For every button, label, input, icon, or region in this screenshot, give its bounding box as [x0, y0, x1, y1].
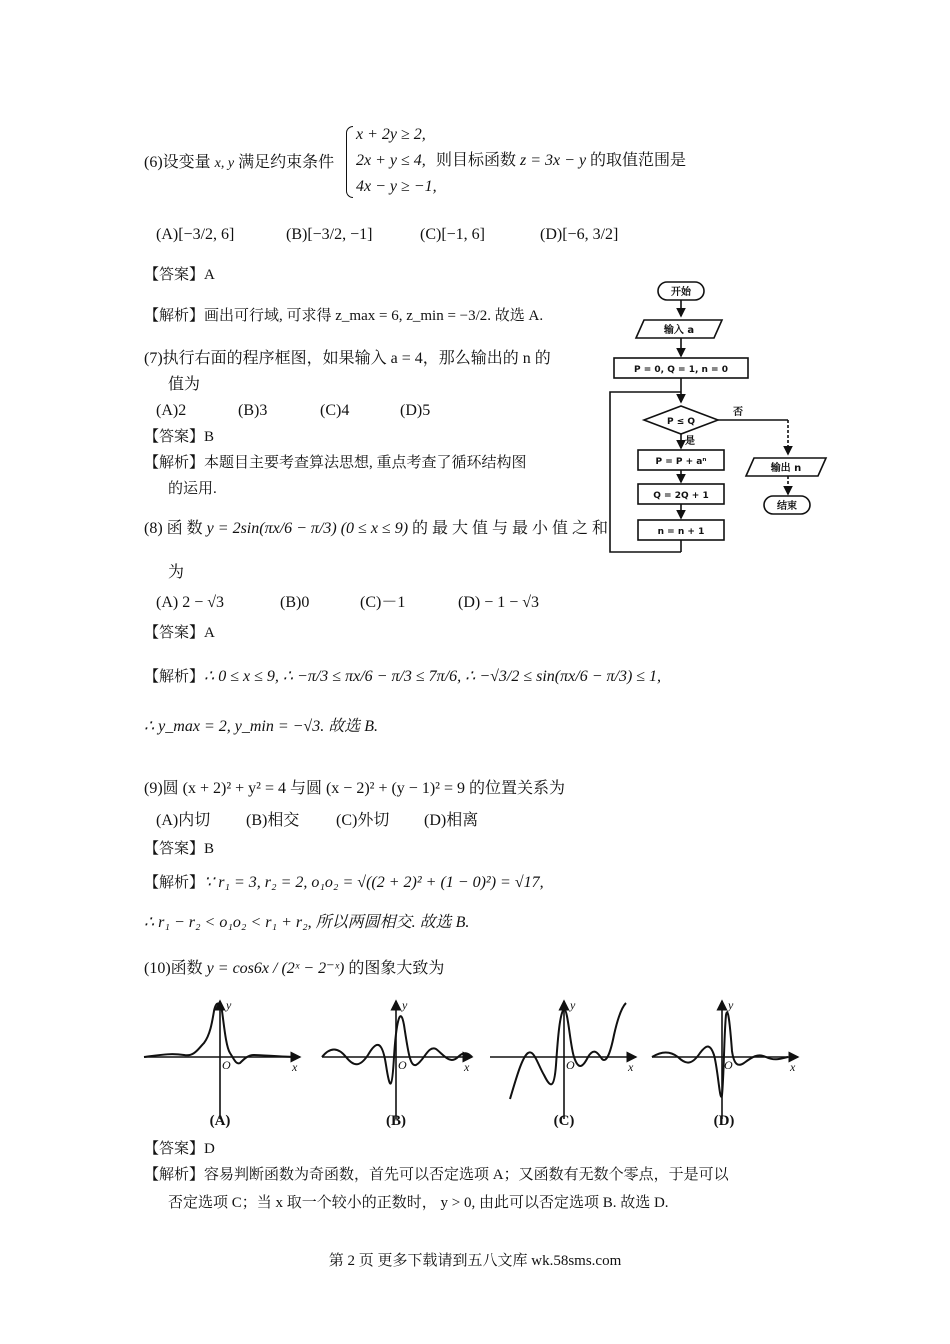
flow-end-label: 结束: [777, 501, 797, 512]
flow-cond-label: P ≤ Q: [666, 417, 696, 427]
graph-c-caption: (C): [553, 1113, 575, 1129]
q10-prefix: (10)函数: [144, 960, 203, 977]
graph-b-x-label: x: [464, 1060, 470, 1074]
q7-analysis-label: 【解析】: [144, 455, 205, 471]
graph-a-y-label: y: [226, 998, 232, 1012]
q9-analysis-text: ∵ r₁ = 3, r₂ = 2, o₁o₂ = √((2 + 2)² + (1 − 0)²) = √17,: [204, 874, 544, 891]
q10-suffix: 的图象大致为: [348, 960, 445, 977]
graph-a-origin: O: [222, 1058, 231, 1072]
q9-analysis-label: 【解析】: [144, 875, 205, 891]
q7-answer: 【答案】B: [144, 429, 215, 445]
flow-step1-label: P = P + aⁿ: [655, 457, 707, 467]
q10-func: y = cos6x / (2ˣ − 2⁻ˣ): [206, 960, 345, 977]
graph-d-caption: (D): [713, 1113, 735, 1129]
q9-analysis-1: [144, 872, 544, 894]
flow-step3-label: n = n + 1: [657, 527, 705, 537]
q6-mid: 满足约束条件: [238, 154, 335, 171]
q9-option-c: (C)外切: [336, 812, 390, 829]
graph-d-y-label: y: [728, 998, 734, 1012]
q7-option-a: (A)2: [156, 402, 187, 419]
graph-b-caption: (B): [386, 1113, 406, 1129]
q7-analysis-1: [144, 452, 527, 474]
q8-analysis-text: ∴ 0 ≤ x ≤ 9, ∴ −π/3 ≤ πx/6 − π/3 ≤ 7π/6, ∴ −√3/2 ≤ sin(πx/6 − π/3) ≤ 1,: [204, 668, 662, 685]
q7-line-2: 值为: [168, 376, 201, 393]
graph-a-x-label: x: [292, 1060, 298, 1074]
q8-line-1: [144, 518, 608, 540]
q7-analysis-text: 本题目主要考查算法思想, 重点考查了循环结构图: [204, 455, 527, 471]
q10-analysis-2: 否定选项 C；当 x 取一个较小的正数时， y > 0, 由此可以否定选项 B. 故选 D.: [168, 1195, 669, 1211]
flow-start-label: 开始: [671, 287, 691, 298]
flow-no-label: 否: [733, 407, 743, 418]
q9-answer: 【答案】B: [144, 841, 215, 857]
q7-analysis-2: 的运用.: [168, 481, 217, 497]
q7-option-d: (D)5: [400, 402, 431, 419]
graph-c-x-label: x: [628, 1060, 634, 1074]
q6-option-b: (B)[−3/2, −1]: [286, 226, 373, 243]
graph-b-y-label: y: [402, 998, 408, 1012]
page-footer: 第 2 页 更多下载请到五八文库 wk.58sms.com: [328, 1253, 622, 1269]
q9-analysis-2: ∴ r₁ − r₂ < o₁o₂ < r₁ + r₂, 所以两圆相交. 故选 B.: [144, 914, 470, 931]
q10-analysis-label: 【解析】: [144, 1167, 205, 1183]
q6-constraint-2: 2x + y ≤ 4,: [356, 152, 426, 169]
q10-graphs: [140, 995, 810, 1135]
graph-b-origin: O: [398, 1058, 407, 1072]
q8-answer: 【答案】A: [144, 625, 215, 641]
q9-option-a: (A)内切: [156, 812, 211, 829]
q6-option-d: (D)[−6, 3/2]: [540, 226, 619, 243]
graph-c: [490, 1001, 636, 1119]
q6-option-a: (A)[−3/2, 6]: [156, 226, 235, 243]
q6-answer: 【答案】A: [144, 267, 215, 283]
q8-func: y = 2sin(πx/6 − π/3) (0 ≤ x ≤ 9): [206, 520, 409, 537]
graph-a-caption: (A): [209, 1113, 231, 1129]
q6-analysis-text: 画出可行域, 可求得 z_max = 6, z_min = −3/2. 故选 A.: [204, 308, 544, 324]
flowchart: [600, 276, 840, 560]
q7-line-1: (7)执行右面的程序框图，如果输入 a = 4，那么输出的 n 的: [144, 350, 551, 367]
q6-tail-text: 的取值范围是: [590, 152, 687, 169]
flow-input-label: 输入 a: [663, 325, 695, 336]
q6-brace: [346, 126, 353, 198]
graph-b: [322, 1001, 472, 1119]
q8-suffix: 的 最 大 值 与 最 小 值 之 和: [412, 520, 609, 537]
q6-option-c: (C)[−1, 6]: [420, 226, 486, 243]
q10-analysis-1: [144, 1164, 729, 1186]
q6-stem: [144, 152, 334, 175]
q10-analysis-text: 容易判断函数为奇函数，首先可以否定选项 A；又函数有无数个零点，于是可以: [204, 1167, 729, 1183]
q10-answer: 【答案】D: [144, 1141, 215, 1157]
q8-line-2: 为: [168, 564, 185, 581]
q8-analysis-2: ∴ y_max = 2, y_min = −√3. 故选 B.: [144, 718, 378, 735]
q9-option-b: (B)相交: [246, 812, 300, 829]
q8-option-a: (A) 2 − √3: [156, 594, 225, 611]
q9-line-1: (9)圆 (x + 2)² + y² = 4 与圆 (x − 2)² + (y − 1)² = 9 的位置关系为: [144, 780, 565, 797]
q6-tail: [436, 150, 686, 172]
q6-vars: x, y: [214, 156, 235, 171]
q6-suffix: 则目标函数: [436, 152, 517, 169]
q6-analysis-label: 【解析】: [144, 308, 205, 324]
q6-constraint-1: x + 2y ≥ 2,: [356, 126, 426, 143]
q8-prefix: (8) 函 数: [144, 520, 203, 537]
q6-constraint-3: 4x − y ≥ −1,: [356, 178, 437, 195]
flow-output-label: 输出 n: [770, 463, 802, 474]
flow-step2-label: Q = 2Q + 1: [653, 491, 709, 501]
q10-stem: [144, 958, 444, 980]
graph-d-x-label: x: [790, 1060, 796, 1074]
graph-d-origin: O: [724, 1058, 733, 1072]
q8-analysis-1: [144, 666, 661, 688]
q6-analysis: [144, 305, 543, 327]
q6-prefix: (6)设变量: [144, 154, 211, 171]
q8-analysis-label: 【解析】: [144, 669, 205, 685]
graph-c-origin: O: [566, 1058, 575, 1072]
flow-init-label: P = 0, Q = 1, n = 0: [634, 365, 728, 375]
flow-yes-label: 是: [685, 436, 695, 447]
q8-option-c: (C)－1: [360, 594, 406, 611]
q7-option-c: (C)4: [320, 402, 350, 419]
q7-option-b: (B)3: [238, 402, 268, 419]
q6-target: z = 3x − y: [520, 152, 587, 169]
q8-option-b: (B)0: [280, 594, 310, 611]
graph-c-y-label: y: [570, 998, 576, 1012]
q9-option-d: (D)相离: [424, 812, 479, 829]
q8-option-d: (D) − 1 − √3: [458, 594, 540, 611]
